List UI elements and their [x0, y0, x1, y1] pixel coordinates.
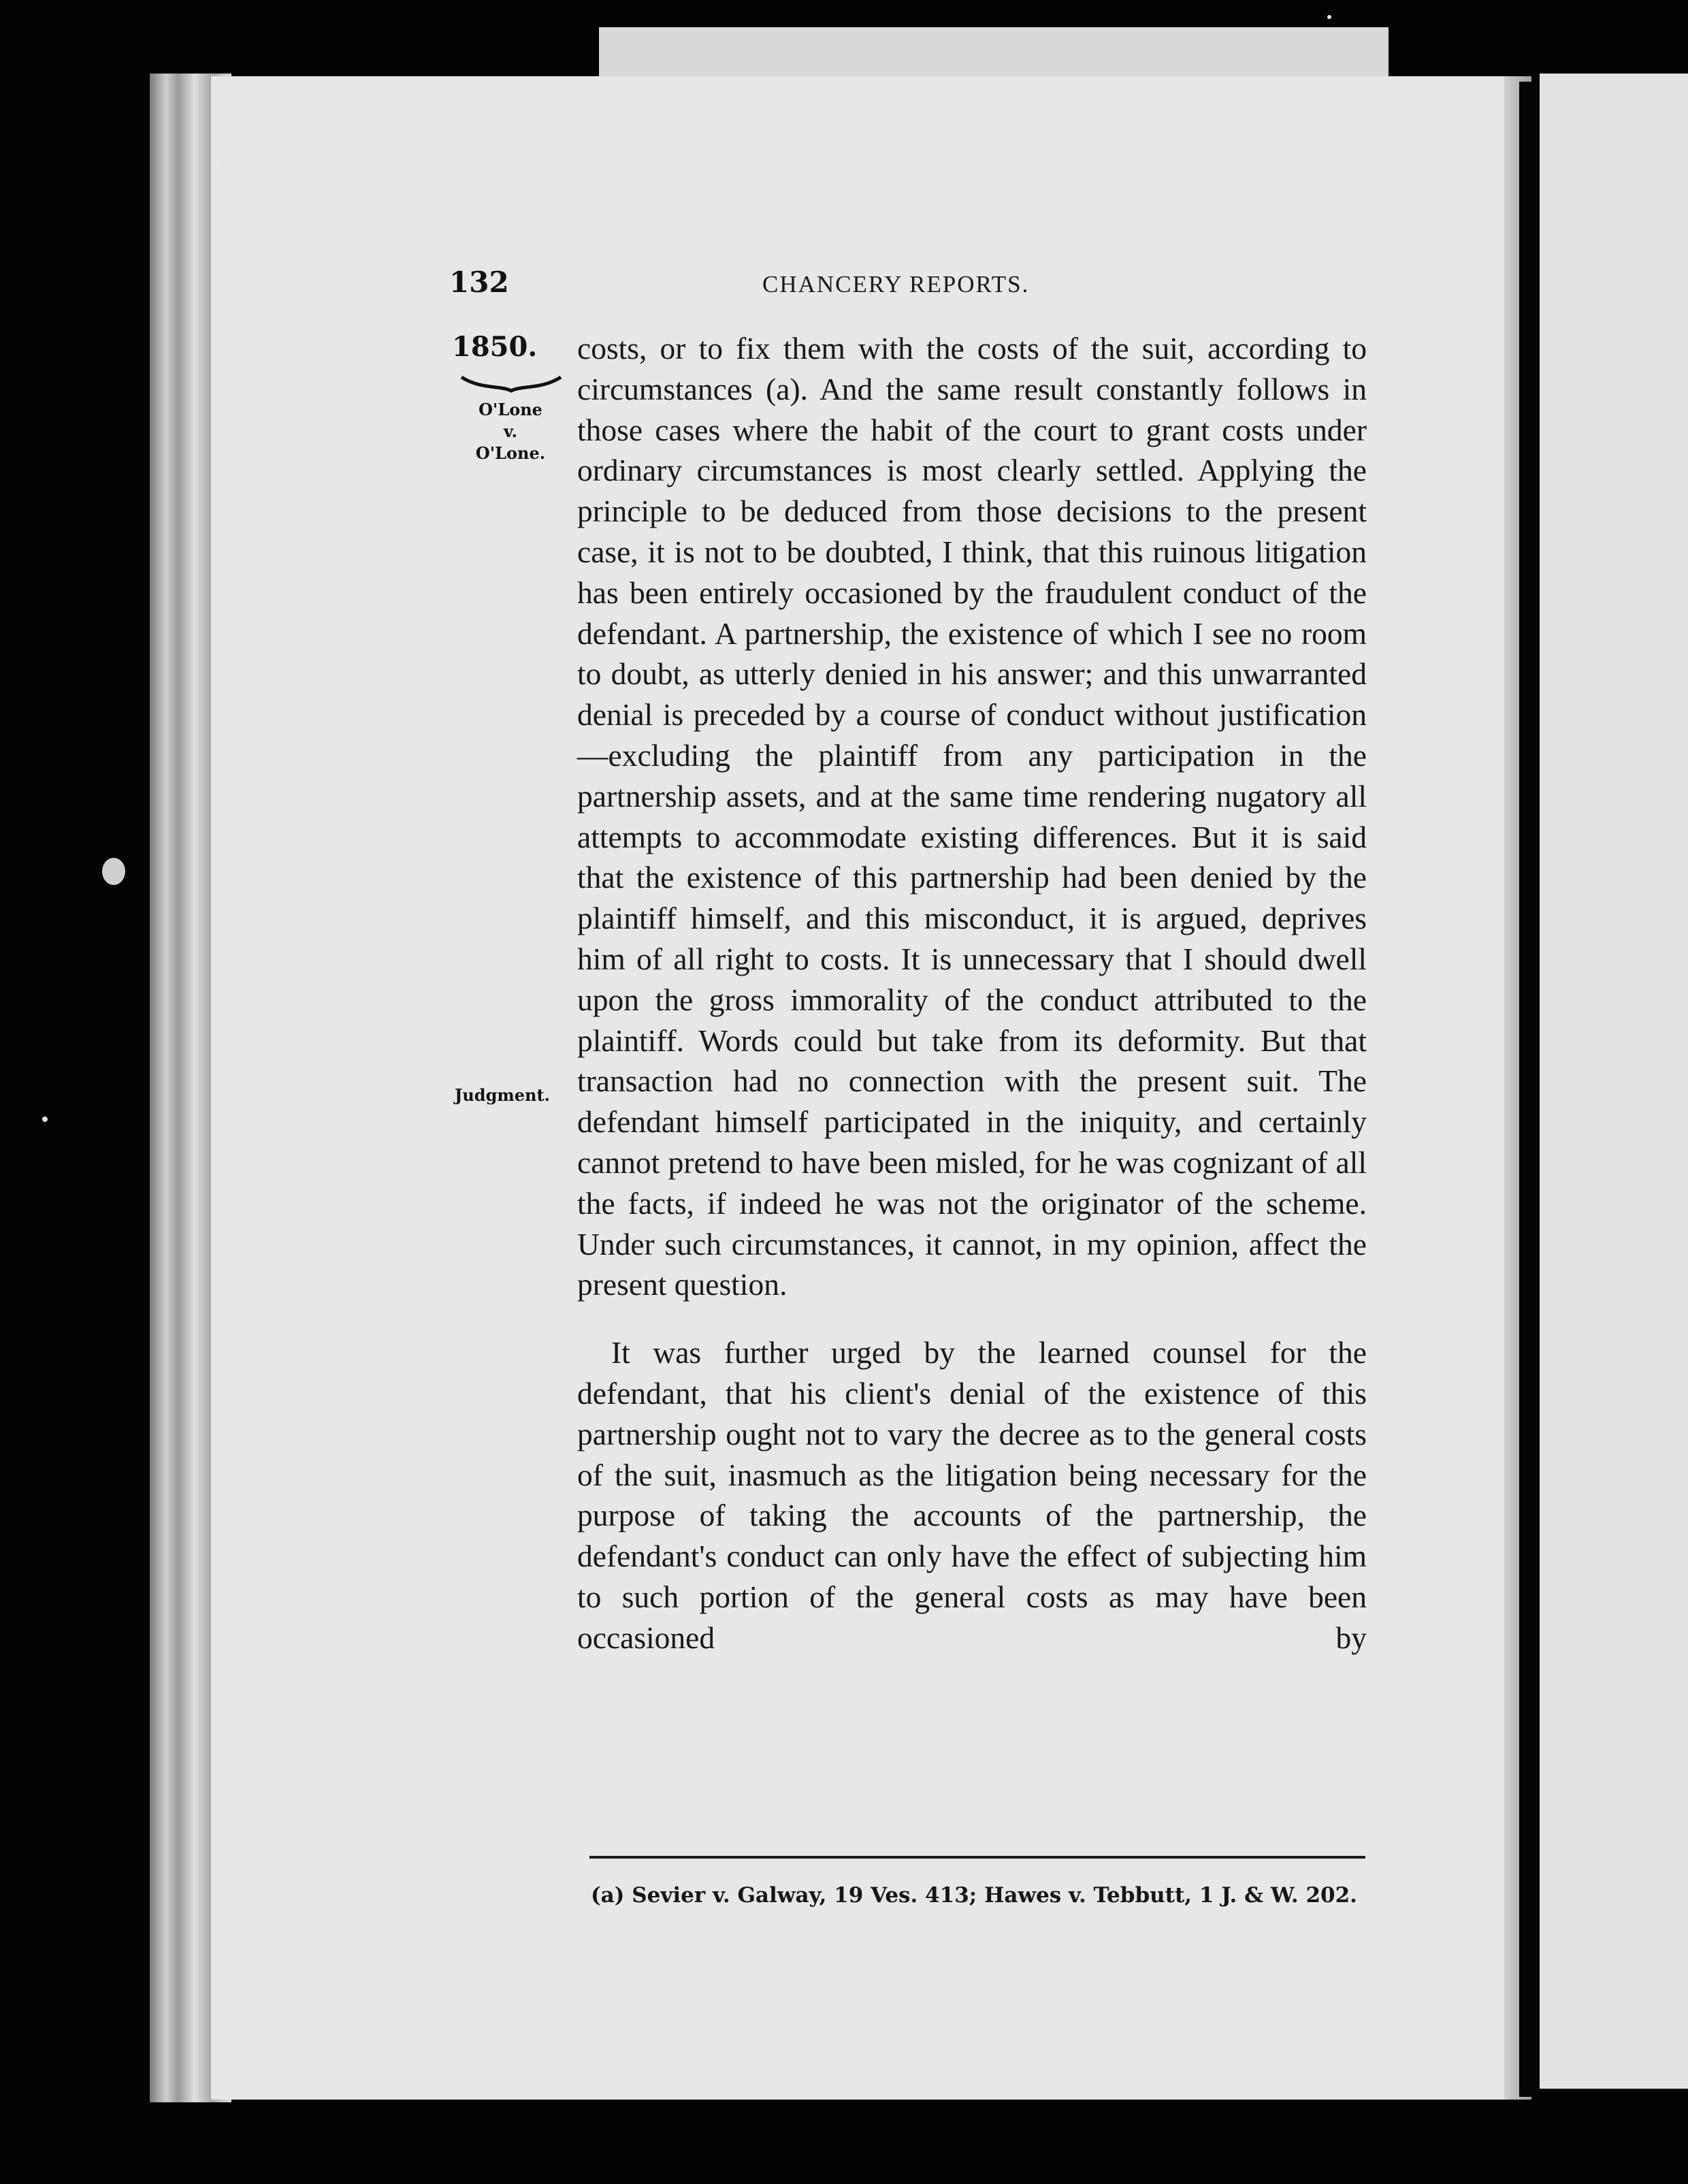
margin-judgment-label: Judgment. [455, 1085, 550, 1105]
margin-case-name [449, 399, 572, 464]
case-party-plaintiff: O'Lone [478, 400, 542, 419]
body-paragraph-1: costs, or to fix them with the costs of the suit, according to circumstances (a). And the same result constantly follows in those cases where the habit of the court to grant costs under ordinary circumstances is most clearly settled. Applying the principle to be deduced from those decisions to the present case, it is not to be doubted, I think, that this ruinous litigation has been entirely occasioned by the fraudulent conduct of the defendant. A partnership, the existence of which I see no room to doubt, as utterly denied in his answer; and this unwarranted denial is preceded by a course of conduct without justification—excluding the plaintiff from any participation in the partnership assets, and at the same time rendering nugatory all attempts to accommodate existing differences. But it is said that the existence of this partnership had been denied by the plaintiff himself, and this misconduct, it is argued, deprives him of all right to costs. It is unnecessary that I should dwell upon the gross immorality of the conduct attributed to the plaintiff. Words could but take from its deformity. But that transaction had no connection with the present suit. The defendant himself participated in the iniquity, and certainly cannot pretend to have been misled, for he was cognizant of all the facts, if indeed he was not the originator of the scheme. Under such circumstances, it cannot, in my opinion, affect the present question. [577, 331, 1367, 1302]
facing-page-edge [1540, 74, 1688, 2089]
footnote-rule [589, 1856, 1365, 1859]
top-page-edge [599, 27, 1389, 82]
case-versus: v. [504, 421, 517, 441]
scan-speck [1327, 15, 1331, 19]
curly-brace-icon [460, 373, 562, 394]
binding-gutter [1519, 82, 1540, 2097]
body-text [577, 328, 1367, 1658]
running-head: CHANCERY REPORTS. [762, 271, 1030, 298]
scan-speck [42, 1117, 48, 1122]
page-number: 132 [449, 266, 509, 299]
footnote: (a) Sevier v. Galway, 19 Ves. 413; Hawes v. Tebbutt, 1 J. & W. 202. [591, 1883, 1357, 1908]
body-paragraph-2: It was further urged by the learned counsel for the defendant, that his client's denial of the existence of this partnership ought not to vary the decree as to the general costs of the suit, inasmuch as the litigation being necessary for the purpose of taking the accounts of the partnership, the defendant's conduct can only have the effect of subjecting him to such portion of the general costs as may have been occasioned by [577, 1335, 1367, 1655]
margin-year: 1850. [452, 331, 538, 363]
page-header [449, 266, 1365, 313]
scan-speck [219, 159, 226, 167]
case-party-defendant: O'Lone. [475, 443, 546, 463]
scan-speck [102, 858, 125, 885]
